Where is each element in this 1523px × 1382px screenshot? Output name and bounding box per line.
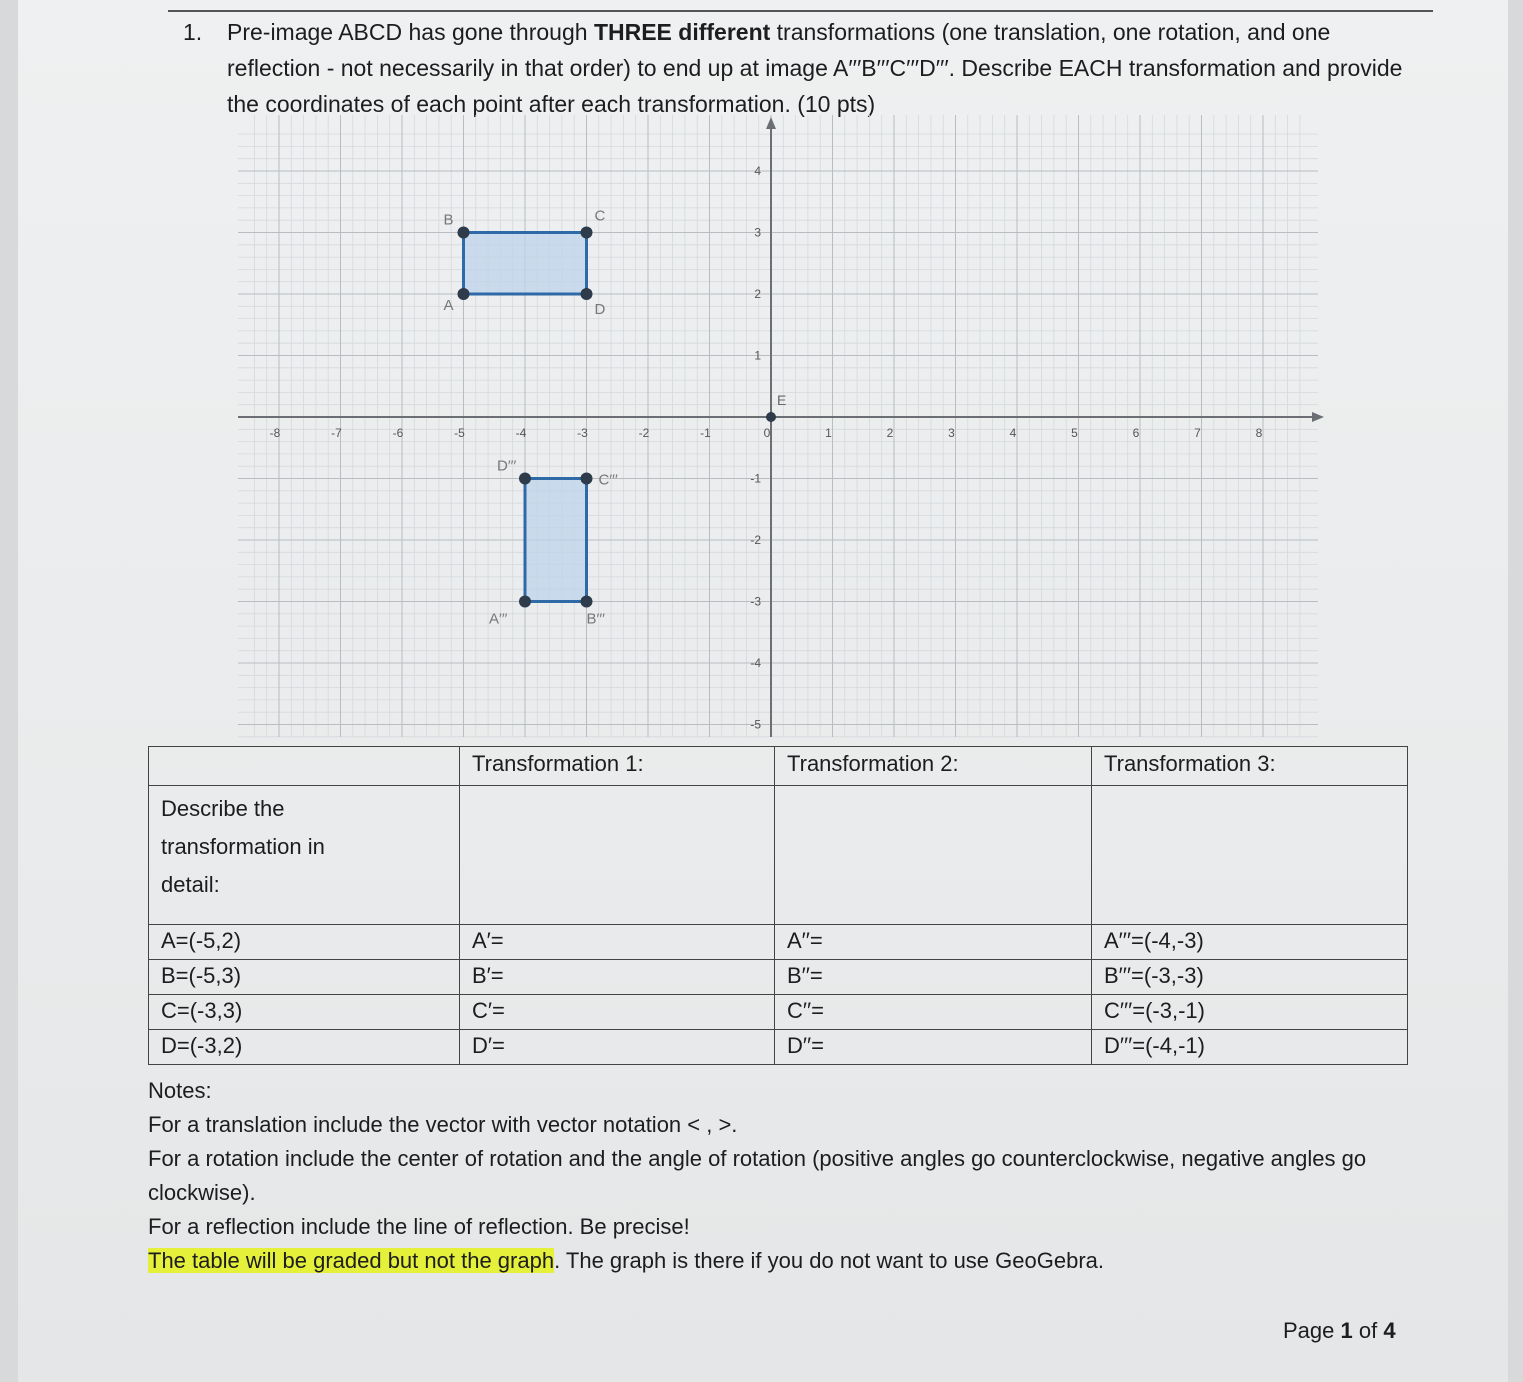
page-prefix: Page bbox=[1283, 1318, 1341, 1343]
preimage-d: D=(-3,2) bbox=[149, 1030, 460, 1065]
x-tick-label: -6 bbox=[392, 426, 404, 440]
x-tick-label: 7 bbox=[1194, 426, 1201, 440]
x-tick-label: 1 bbox=[825, 426, 832, 440]
table-header-row bbox=[149, 747, 1408, 786]
table-row bbox=[149, 960, 1408, 995]
b-double-prime-cell[interactable]: B′′= bbox=[775, 960, 1092, 995]
describe-label bbox=[149, 786, 460, 925]
coordinate-graph bbox=[218, 115, 1328, 745]
note-reflection: For a reflection include the line of reflection. Be precise! bbox=[148, 1214, 690, 1239]
describe-label-text: Describe the transformation in detail: bbox=[161, 796, 325, 897]
vertex-label: C bbox=[594, 207, 606, 225]
vertex-label: D bbox=[594, 301, 606, 318]
vertex-label: D′′′ bbox=[497, 457, 517, 475]
x-tick-label: 0 bbox=[763, 426, 771, 440]
table-row bbox=[149, 995, 1408, 1030]
question-text-bold: THREE different bbox=[593, 19, 771, 45]
x-tick-label: 5 bbox=[1071, 426, 1078, 440]
x-tick-label: -7 bbox=[331, 426, 342, 440]
y-tick-label: -4 bbox=[750, 656, 761, 670]
vertex-label: B′′′ bbox=[586, 610, 605, 628]
a-double-prime-cell[interactable]: A′′= bbox=[775, 925, 1092, 960]
vertex-label: B bbox=[443, 211, 454, 229]
describe-cell-3[interactable] bbox=[1092, 786, 1408, 925]
preimage-c: C=(-3,3) bbox=[149, 995, 460, 1030]
c-triple-prime-cell: C′′′=(-3,-1) bbox=[1092, 995, 1408, 1030]
transformation-table bbox=[148, 746, 1408, 1065]
question-number: 1. bbox=[183, 19, 203, 45]
y-tick-label: -3 bbox=[750, 594, 761, 609]
vertex-point bbox=[581, 473, 593, 485]
header-transformation-1: Transformation 1: bbox=[460, 747, 775, 786]
y-tick-label: 1 bbox=[754, 348, 761, 363]
d-double-prime-cell[interactable]: D′′= bbox=[775, 1030, 1092, 1065]
figure-polygon bbox=[525, 479, 587, 602]
vertex-point bbox=[581, 596, 593, 608]
table-row bbox=[149, 925, 1408, 960]
x-tick-label: -2 bbox=[638, 426, 650, 440]
question-text bbox=[227, 14, 1407, 122]
page-mid: of bbox=[1352, 1318, 1384, 1343]
vertex-point bbox=[519, 596, 531, 608]
y-tick-label: -1 bbox=[750, 471, 761, 486]
preimage-a: A=(-5,2) bbox=[149, 925, 460, 960]
a-prime-cell[interactable]: A′= bbox=[460, 925, 775, 960]
y-tick-label: -2 bbox=[750, 533, 761, 547]
vertex-point bbox=[581, 288, 593, 300]
page-number bbox=[1283, 1318, 1396, 1344]
b-prime-cell[interactable]: B′= bbox=[460, 960, 775, 995]
x-tick-label: 8 bbox=[1255, 426, 1263, 440]
header-transformation-2: Transformation 2: bbox=[775, 747, 1092, 786]
c-double-prime-cell[interactable]: C′′= bbox=[775, 995, 1092, 1030]
header-transformation-3: Transformation 3: bbox=[1092, 747, 1408, 786]
note-grading-rest: . The graph is there if you do not want to use GeoGebra. bbox=[554, 1248, 1104, 1273]
describe-row bbox=[149, 786, 1408, 925]
y-tick-label: 3 bbox=[754, 225, 761, 240]
notes-title: Notes: bbox=[148, 1078, 212, 1103]
origin-point bbox=[766, 412, 776, 422]
vertex-point bbox=[519, 473, 531, 485]
vertex-label: C′′′ bbox=[598, 471, 618, 489]
vertex-point bbox=[458, 227, 470, 239]
x-tick-label: 3 bbox=[948, 426, 955, 440]
x-axis-arrow bbox=[1312, 412, 1324, 422]
y-axis-arrow bbox=[766, 117, 776, 129]
figure-polygon bbox=[464, 233, 587, 295]
vertex-point bbox=[458, 288, 470, 300]
y-tick-label: -5 bbox=[750, 717, 761, 732]
notes-section bbox=[148, 1074, 1398, 1278]
table-row bbox=[149, 1030, 1408, 1065]
x-tick-label: -4 bbox=[515, 426, 527, 440]
worksheet-page bbox=[18, 0, 1508, 1382]
page-total: 4 bbox=[1383, 1318, 1396, 1343]
describe-cell-1[interactable] bbox=[460, 786, 775, 925]
preimage-b: B=(-5,3) bbox=[149, 960, 460, 995]
d-triple-prime-cell: D′′′=(-4,-1) bbox=[1092, 1030, 1408, 1065]
x-tick-label: 4 bbox=[1009, 426, 1017, 440]
x-tick-label: -8 bbox=[269, 426, 281, 440]
note-grading bbox=[148, 1244, 1398, 1278]
question-text-part: Pre-image ABCD has gone through bbox=[227, 19, 594, 45]
note-translation: For a translation include the vector with vector notation < , >. bbox=[148, 1112, 738, 1137]
d-prime-cell[interactable]: D′= bbox=[460, 1030, 775, 1065]
a-triple-prime-cell: A′′′=(-4,-3) bbox=[1092, 925, 1408, 960]
page-current: 1 bbox=[1340, 1318, 1353, 1343]
vertex-label: A′′′ bbox=[489, 610, 508, 628]
x-tick-label: -3 bbox=[577, 426, 588, 440]
c-prime-cell[interactable]: C′= bbox=[460, 995, 775, 1030]
note-rotation: For a rotation include the center of rotation and the angle of rotation (positive angles go counterclockwise, negative angles go clockwise). bbox=[148, 1146, 1367, 1205]
question-text-part: transformations (one translation, one rotation, and one reflection - not necessarily in that order) to end up at image A′′′B′′′C′′′D′′′. Describe EACH transformation and provide the coordinates of each point after each transformation. (10 pts) bbox=[227, 19, 1403, 117]
vertex-point bbox=[581, 227, 593, 239]
header-cell-empty bbox=[149, 747, 460, 786]
describe-cell-2[interactable] bbox=[775, 786, 1092, 925]
x-tick-label: -1 bbox=[700, 426, 711, 440]
x-tick-label: -5 bbox=[454, 426, 465, 440]
y-tick-label: 4 bbox=[754, 164, 761, 178]
origin-label: E bbox=[777, 392, 787, 408]
x-tick-label: 6 bbox=[1132, 426, 1140, 440]
highlighted-text: The table will be graded but not the graph bbox=[148, 1248, 555, 1273]
y-tick-label: 2 bbox=[754, 287, 761, 301]
vertex-label: A bbox=[443, 297, 454, 314]
x-tick-label: 2 bbox=[886, 426, 894, 440]
b-triple-prime-cell: B′′′=(-3,-3) bbox=[1092, 960, 1408, 995]
top-rule bbox=[168, 10, 1433, 12]
